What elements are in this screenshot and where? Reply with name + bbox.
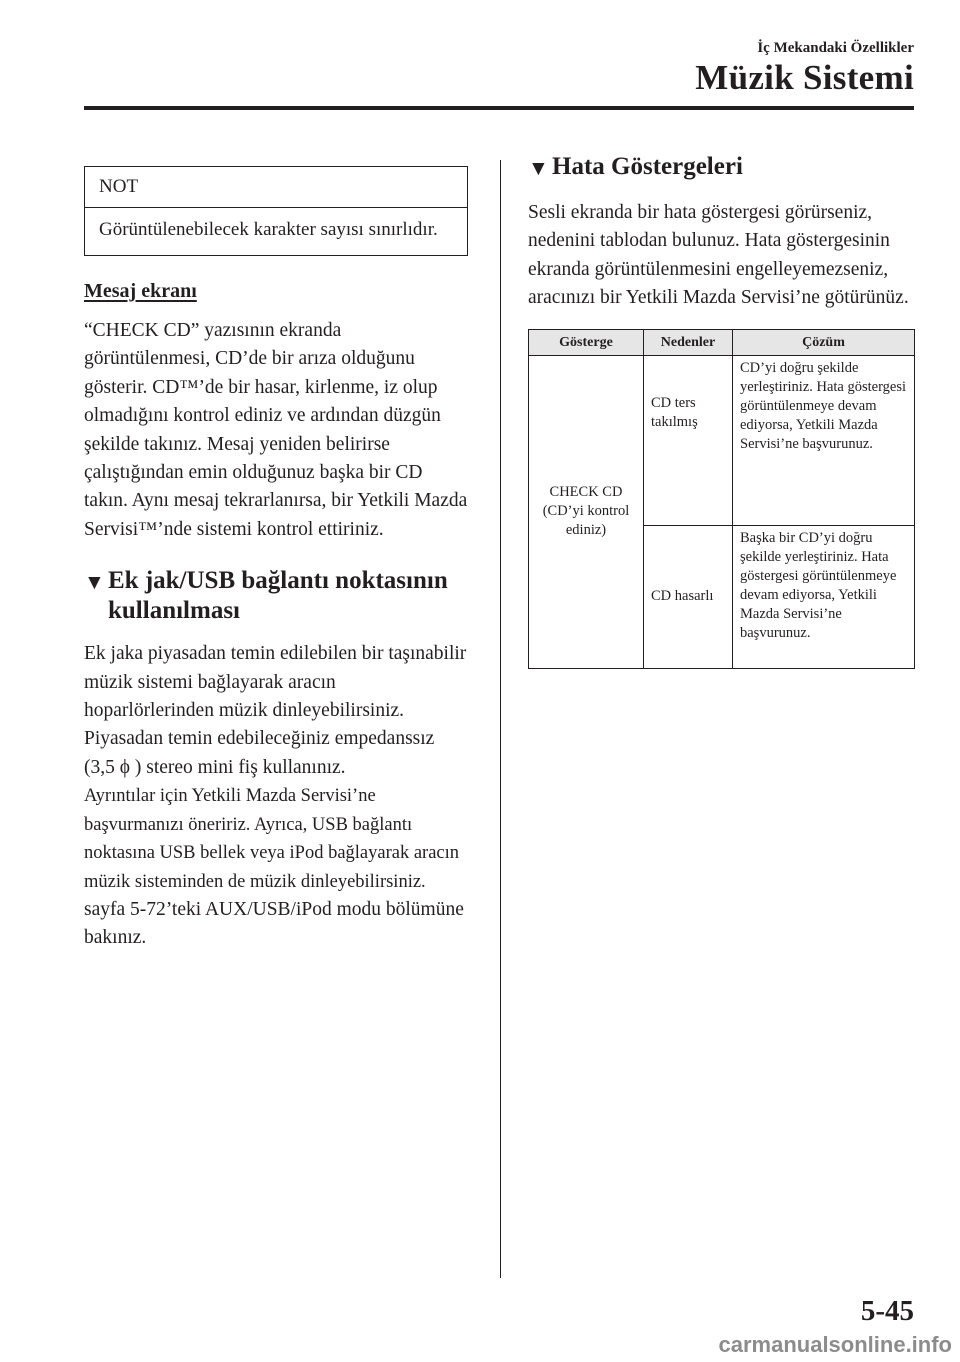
page-number: 5-45 (860, 1295, 914, 1327)
ekjak-paragraph-2: Ayrıntılar için Yetkili Mazda Servisi’ne başvurmanızı öneririz. Ayrıca, USB bağlantı noktasına USB bellek veya iPod bağlayarak aracın müzik sisteminden de müzik dinleyebilirsiniz. (84, 786, 460, 892)
table-header-cell: Gösterge (529, 329, 644, 355)
solution-cell: CD’yi doğru şekilde yerleştiriniz. Hata göstergesi görüntülenmeye devam ediyorsa, Yetkili Mazda Servisi’ne başvurunuz. (733, 355, 915, 525)
page-title: Müzik Sistemi (695, 58, 914, 97)
indicator-cell: CHECK CD (CD’yi kontrol ediniz) (529, 355, 644, 668)
mesaj-heading: Mesaj ekranı (84, 280, 197, 302)
ekjak-heading-text: Ek jak/USB bağlantı noktasının kullanılması (108, 567, 448, 625)
ekjak-paragraph-3: sayfa 5-72’teki AUX/USB/iPod modu bölümüne bakınız. (84, 898, 464, 949)
table-header-cell: Nedenler (644, 329, 733, 355)
section-label: İç Mekandaki Özellikler (757, 40, 914, 56)
header-rule (84, 106, 914, 110)
left-column (84, 166, 470, 953)
table-header-cell: Çözüm (733, 329, 915, 355)
hata-text: Sesli ekranda bir hata göstergesi görürseniz, nedenini tablodan bulunuz. Hata göstergesinin ekranda görüntülenmesini engelleyemezseniz, aracınızı bir Yetkili Mazda Servisi’ne götürünüz. (528, 202, 909, 309)
right-column (528, 152, 916, 669)
error-indicator-table (528, 329, 915, 669)
ekjak-heading (84, 566, 470, 626)
triangle-bullet-icon: ▼ (528, 156, 549, 180)
mesaj-text: “CHECK CD” yazısının ekranda görüntülenmesi, CD’de bir arıza olduğunu gösterir. CD™’de bir hasar, kirlenme, iz olup olmadığını kontrol ediniz ve ardından düzgün şekilde takınız. Mesaj yeniden belirirse çalıştığından emin olduğunuz başka bir CD takın. Aynı mesaj tekrarlanırsa, bir Yetkili Mazda Servisi™’nde sistemi kontrol ettiriniz. (84, 320, 468, 540)
note-body: Görüntülenebilecek karakter sayısı sınırlıdır. (99, 219, 438, 240)
note-title: NOT (85, 167, 467, 208)
table-row (529, 355, 915, 525)
watermark: carmanualsonline.info (718, 1332, 952, 1357)
solution-cell: Başka bir CD’yi doğru şekilde yerleştiriniz. Hata göstergesi görüntülenmeye devam ediyorsa, Yetkili Mazda Servisi’ne başvurunuz. (733, 525, 915, 668)
triangle-bullet-icon: ▼ (84, 570, 105, 595)
hata-heading (528, 152, 916, 183)
table-header-row (529, 329, 915, 355)
hata-heading-text: Hata Göstergeleri (552, 153, 743, 180)
cause-cell: CD ters takılmış (644, 355, 733, 525)
column-divider (500, 160, 501, 1278)
note-box (84, 166, 468, 256)
cause-cell: CD hasarlı (644, 525, 733, 668)
ekjak-paragraph-1: Ek jaka piyasadan temin edilebilen bir taşınabilir müzik sistemi bağlayarak aracın hoparlörlerinden müzik dinleyebilirsiniz. Piyasadan temin edebileceğiniz empedanssız (3,5 ϕ ) stereo mini fiş kullanınız. (84, 643, 467, 778)
